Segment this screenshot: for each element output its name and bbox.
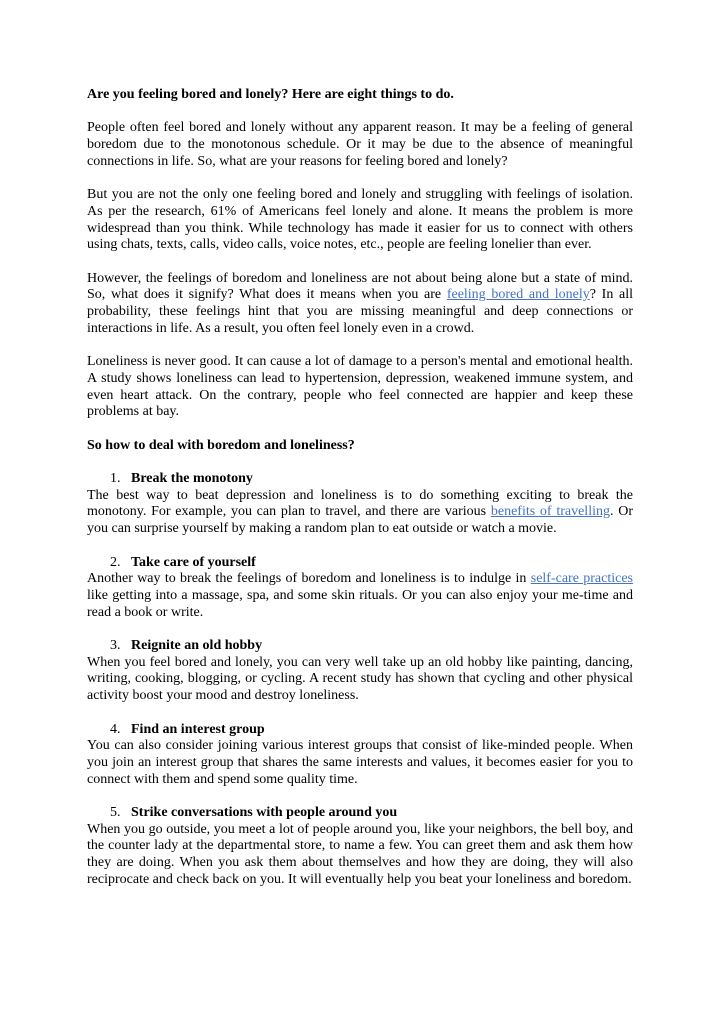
document-page [87, 87, 633, 889]
list-item-heading [87, 471, 633, 488]
self-care-practices-link[interactable]: self-care practices [530, 571, 633, 587]
paragraph-text: like getting into a massage, spa, and some skin rituals. Or you can also enjoy your me-time and read a book or write. [87, 587, 633, 620]
list-item-title: Reignite an old hobby [131, 638, 263, 654]
spacer [87, 788, 633, 805]
spacer [87, 254, 633, 271]
spacer [87, 104, 633, 121]
paragraph-text: However, the feelings of boredom and loneliness are not about being alone but a state of mind. So, what does it signify? What does it means when you are [87, 270, 633, 303]
document-title: Are you feeling bored and lonely? Here are eight things to do. [87, 87, 454, 102]
spacer [87, 705, 633, 722]
list-item-body: You can also consider joining various interest groups that consist of like-minded people. When you join an interest group that shares the same interests and values, it becomes easier for you to connect with them and spend some quality time. [87, 738, 633, 787]
intro-paragraph-2: But you are not the only one feeling bored and lonely and struggling with feelings of isolation. As per the research, 61% of Americans feel lonely and alone. It means the problem is more widespread than you think. While technology has made it easier for us to connect with others using chats, texts, calls, video calls, voice notes, etc., people are feeling lonelier than ever. [87, 187, 633, 253]
benefits-of-travelling-link[interactable]: benefits of travelling [490, 504, 610, 520]
spacer [87, 338, 633, 355]
list-number: 1. [110, 471, 121, 487]
spacer [87, 454, 633, 471]
list-item-heading [87, 555, 633, 572]
intro-paragraph-4: Loneliness is never good. It can cause a lot of damage to a person's mental and emotional health. A study shows loneliness can lead to hypertension, depression, weakened immune system, and even heart attack. On the contrary, people who feel connected are happier and keep these problems at bay. [87, 354, 633, 420]
list-item-body [87, 488, 633, 538]
paragraph-text: The best way to beat depression and loneliness is to do something exciting to break the monotony. For example, you can plan to travel, and there are various [87, 487, 633, 520]
list-item-title: Break the monotony [131, 471, 253, 487]
paragraph-text: Another way to break the feelings of boredom and loneliness is to indulge in [87, 571, 531, 587]
list-number: 5. [110, 805, 121, 821]
spacer [87, 171, 633, 188]
spacer [87, 421, 633, 438]
feeling-bored-lonely-link[interactable]: feeling bored and lonely [446, 287, 590, 303]
intro-paragraph-1: People often feel bored and lonely without any apparent reason. It may be a feeling of general boredom due to the monotonous schedule. Or it may be due to the absence of meaningful connections in life. So, what are your reasons for feeling bored and lonely? [87, 120, 633, 169]
list-item-body [87, 571, 633, 621]
list-item-body: When you feel bored and lonely, you can very well take up an old hobby like painting, dancing, writing, cooking, blogging, or cycling. A recent study has shown that cycling and other physical activity boost your mood and destroy loneliness. [87, 654, 633, 704]
list-item-heading [87, 805, 633, 822]
list-number: 4. [110, 721, 121, 737]
list-number: 2. [110, 554, 121, 570]
list-item-heading [87, 722, 633, 739]
intro-paragraph-3 [87, 271, 633, 338]
section-heading: So how to deal with boredom and loneliness? [87, 437, 355, 453]
paragraph-text: . Or you can surprise yourself by making a random plan to eat outside or watch a movie. [87, 504, 633, 537]
list-number: 3. [110, 638, 121, 654]
list-item-title: Find an interest group [131, 721, 265, 737]
list-item-body: When you go outside, you meet a lot of people around you, like your neighbors, the bell boy, and the counter lady at the departmental store, to name a few. You can greet them and ask them how they are doing. When you ask them about themselves and how they are doing, they will also reciprocate and check back on you. It will eventually help you beat your loneliness and boredom. [87, 821, 633, 887]
list-item-heading [87, 638, 633, 655]
paragraph-text: ? In all probability, these feelings hint that you are missing meaningful and deep connections or interactions in life. As a result, you often feel lonely even in a crowd. [87, 287, 634, 336]
list-item-title: Strike conversations with people around you [131, 805, 398, 821]
spacer [87, 538, 633, 555]
list-item-title: Take care of yourself [131, 554, 256, 570]
spacer [87, 621, 633, 638]
